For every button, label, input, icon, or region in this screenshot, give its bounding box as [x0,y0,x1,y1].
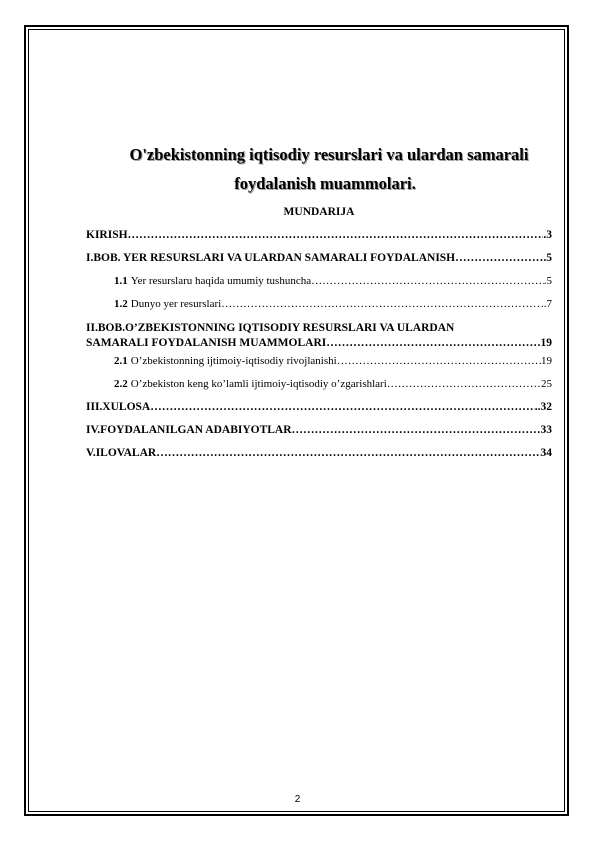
toc-heading: MUNDARIJA [283,206,355,218]
toc-entry-page: 33 [540,424,552,436]
toc-entry-ilovalar[interactable] [86,447,552,470]
toc-entry-label: I.BOB. YER RESURSLARI VA ULARDAN SAMARALI FOYDALANISH [86,252,456,264]
toc-entry-label: II.BOB.O’ZBEKISTONNING IQTISODIY RESURSLARI VA ULARDAN [86,322,455,334]
toc-entry-adabiyotlar[interactable] [86,424,552,447]
toc-entry-label: O’zbekiston keng ko’lamli ijtimoiy-iqtisodiy o’zgarishlari [130,378,387,390]
toc-entry-page: .5 [543,252,552,264]
toc-entry-page: .3 [543,229,552,241]
toc-entry-label: O’zbekistonning ijtimoiy-iqtisodiy rivojlanishi [130,355,337,367]
toc-leader-dots [387,378,541,390]
toc-entry-label: V.ILOVALAR [86,447,157,459]
toc-entry-number: 2.1 [114,355,128,367]
toc-entry-page: ..32 [534,401,552,413]
toc-entry-2-2[interactable] [86,378,552,401]
toc-entry-chapter-2[interactable] [86,321,552,351]
table-of-contents [86,229,552,470]
title-line-2: foydalanish muammolari. [234,174,416,193]
toc-entry-number: 2.2 [114,378,128,390]
title-line-1: O'zbekistonning iqtisodiy resurslari va ulardan samarali [129,145,529,164]
document-title [90,140,560,198]
toc-entry-1-1[interactable] [86,275,552,298]
toc-entry-page: 34 [540,447,552,459]
toc-entry-label: Dunyo yer resurslari [130,298,222,310]
toc-entry-page: ..7 [541,298,552,310]
toc-entry-number: 1.2 [114,298,128,310]
toc-leader-dots [128,229,544,241]
toc-leader-dots [311,275,544,287]
page-number: 2 [294,794,301,805]
toc-entry-xulosa[interactable] [86,401,552,424]
toc-entry-page: .5 [543,275,552,287]
toc-entry-label: III.XULOSA [86,401,151,413]
toc-leader-dots [221,298,541,310]
toc-entry-2-1[interactable] [86,355,552,378]
toc-entry-chapter-1[interactable] [86,252,552,275]
toc-entry-1-2[interactable] [86,298,552,321]
toc-leader-dots [292,424,541,436]
toc-leader-dots [156,447,540,459]
toc-entry-label-continued: SAMARALI FOYDALANISH MUAMMOLARI [86,337,327,349]
toc-leader-dots [150,401,535,413]
toc-entry-label: KIRISH [86,229,128,241]
toc-entry-number: 1.1 [114,275,128,287]
toc-entry-page: 25 [541,378,552,390]
toc-leader-dots [337,355,541,367]
toc-entry-kirish[interactable] [86,229,552,252]
toc-entry-page: 19 [541,355,552,367]
toc-entry-label: Yer resurslaru haqida umumiy tushuncha [130,275,312,287]
toc-leader-dots [455,252,543,264]
toc-entry-label: IV.FOYDALANILGAN ADABIYOTLAR [86,424,292,436]
toc-entry-page: 19 [540,337,552,349]
toc-leader-dots [326,336,540,351]
